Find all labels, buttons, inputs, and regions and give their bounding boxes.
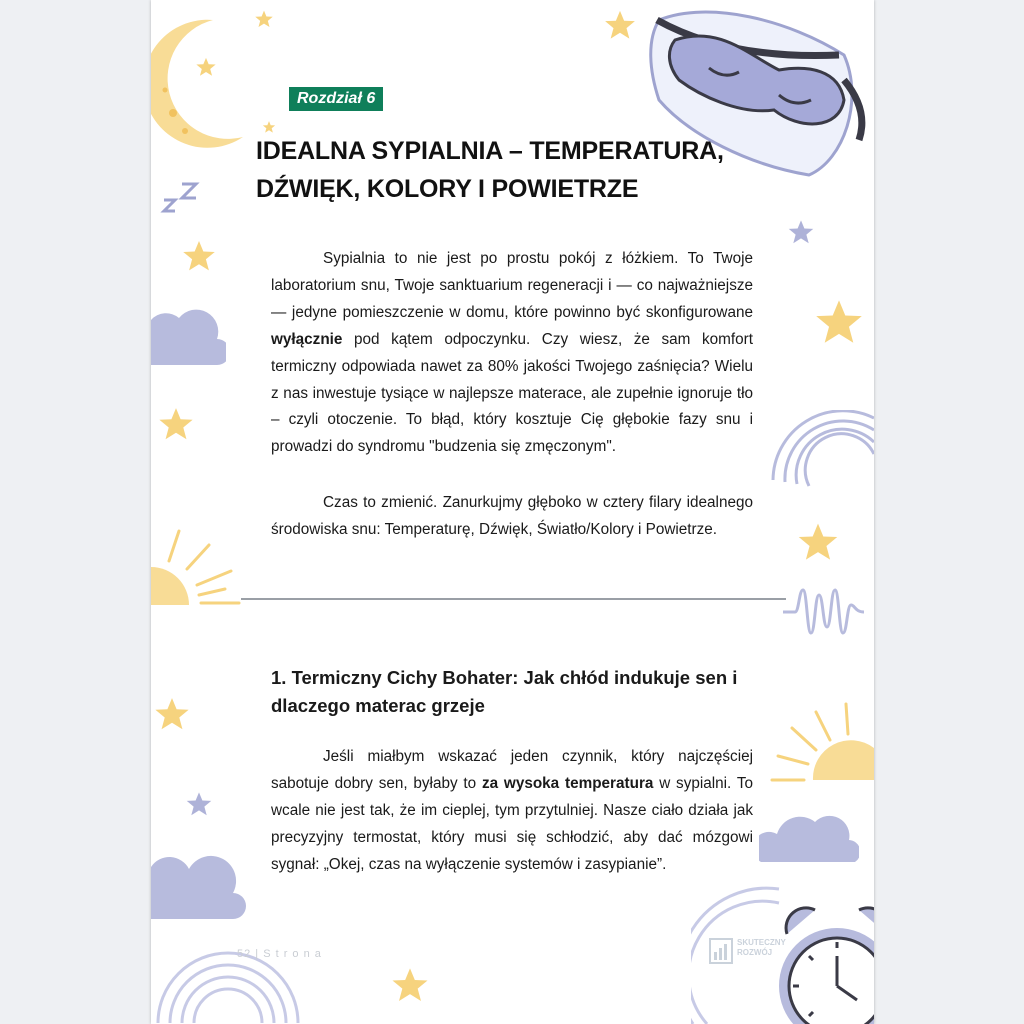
intro-emphasis: wyłącznie <box>271 330 343 348</box>
sun-illustration <box>151 525 246 610</box>
intro-text-a: Sypialnia to nie jest po prostu pokój z łóżkiem. To Twoje laboratorium snu, Twoje sanktuarium regeneracji i — co najważniejsze — jedyne pomieszczenie w domu, które powinno być skonfigurowane <box>271 250 753 321</box>
logo-line1: SKUTECZNY <box>737 938 786 947</box>
page-title-line2: DŹWIĘK, KOLORY I POWIETRZE <box>256 175 639 203</box>
cloud-illustration <box>759 808 859 866</box>
star-icon <box>813 296 865 348</box>
star-icon <box>787 218 815 246</box>
sun-illustration <box>768 700 874 785</box>
section-divider <box>241 598 786 600</box>
star-icon <box>153 695 191 733</box>
publisher-logo <box>709 936 801 966</box>
page-title <box>256 132 776 208</box>
rainbow-illustration <box>156 915 301 1024</box>
chapter-badge: Rozdział 6 <box>289 87 383 111</box>
star-icon <box>603 8 637 42</box>
star-icon <box>796 520 840 564</box>
logo-line2: ROZWÓJ <box>737 948 773 957</box>
star-icon <box>390 965 430 1005</box>
star-icon <box>181 238 217 274</box>
section-text-b: w sypialni. To wcale nie jest tak, że im cieplej, tym przytulniej. Nasze ciało działa jak precyzyjny termostat, który musi się schłodzić, aby dać mózgowi sygnał: „Okej, czas na wyłączenie systemów i zasypianie”. <box>271 774 753 873</box>
intro-paragraph-2: Czas to zmienić. Zanurkujmy głęboko w cztery filary idealnego środowiska snu: Temperaturę, Dźwięk, Światło/Kolory i Powietrze. <box>271 494 753 538</box>
document-page <box>151 0 874 1024</box>
section-emphasis: za wysoka temperatura <box>481 774 654 792</box>
logo-text <box>737 938 786 958</box>
intro-paragraph <box>271 246 753 461</box>
star-icon <box>157 405 195 443</box>
star-icon <box>254 9 274 29</box>
star-icon <box>185 790 213 818</box>
chart-logo-icon <box>709 938 733 964</box>
page-title-line1: IDEALNA SYPIALNIA – TEMPERATURA, <box>256 137 724 165</box>
section-text-a: Jeśli miałbym wskazać jeden czynnik, który najczęściej sabotuje dobry sen, byłaby to <box>271 748 753 792</box>
section-paragraph <box>271 744 753 879</box>
moon-illustration <box>151 15 251 150</box>
zzz-icon <box>156 180 201 225</box>
page-number: 52 | S t r o n a <box>237 948 322 960</box>
star-icon <box>195 56 217 78</box>
cloud-illustration <box>151 290 226 370</box>
cloud-illustration <box>151 835 246 923</box>
sound-wave-icon <box>781 585 866 640</box>
rainbow-illustration <box>771 410 874 490</box>
section-heading: 1. Termiczny Cichy Bohater: Jak chłód indukuje sen i dlaczego materac grzeje <box>271 667 738 716</box>
intro-text-b: pod kątem odpoczynku. Czy wiesz, że sam komfort termiczny odpowiada nawet za 80% jakości Twojego zaśnięcia? Wielu z nas inwestuje tysiące w najlepsze materace, ale zupełnie ignoruje tło – czyli otoczenie. To błąd, który kosztuje Cię głębokie fazy snu i prowadzi do syndromu "budzenia się zmęczonym". <box>271 330 753 456</box>
